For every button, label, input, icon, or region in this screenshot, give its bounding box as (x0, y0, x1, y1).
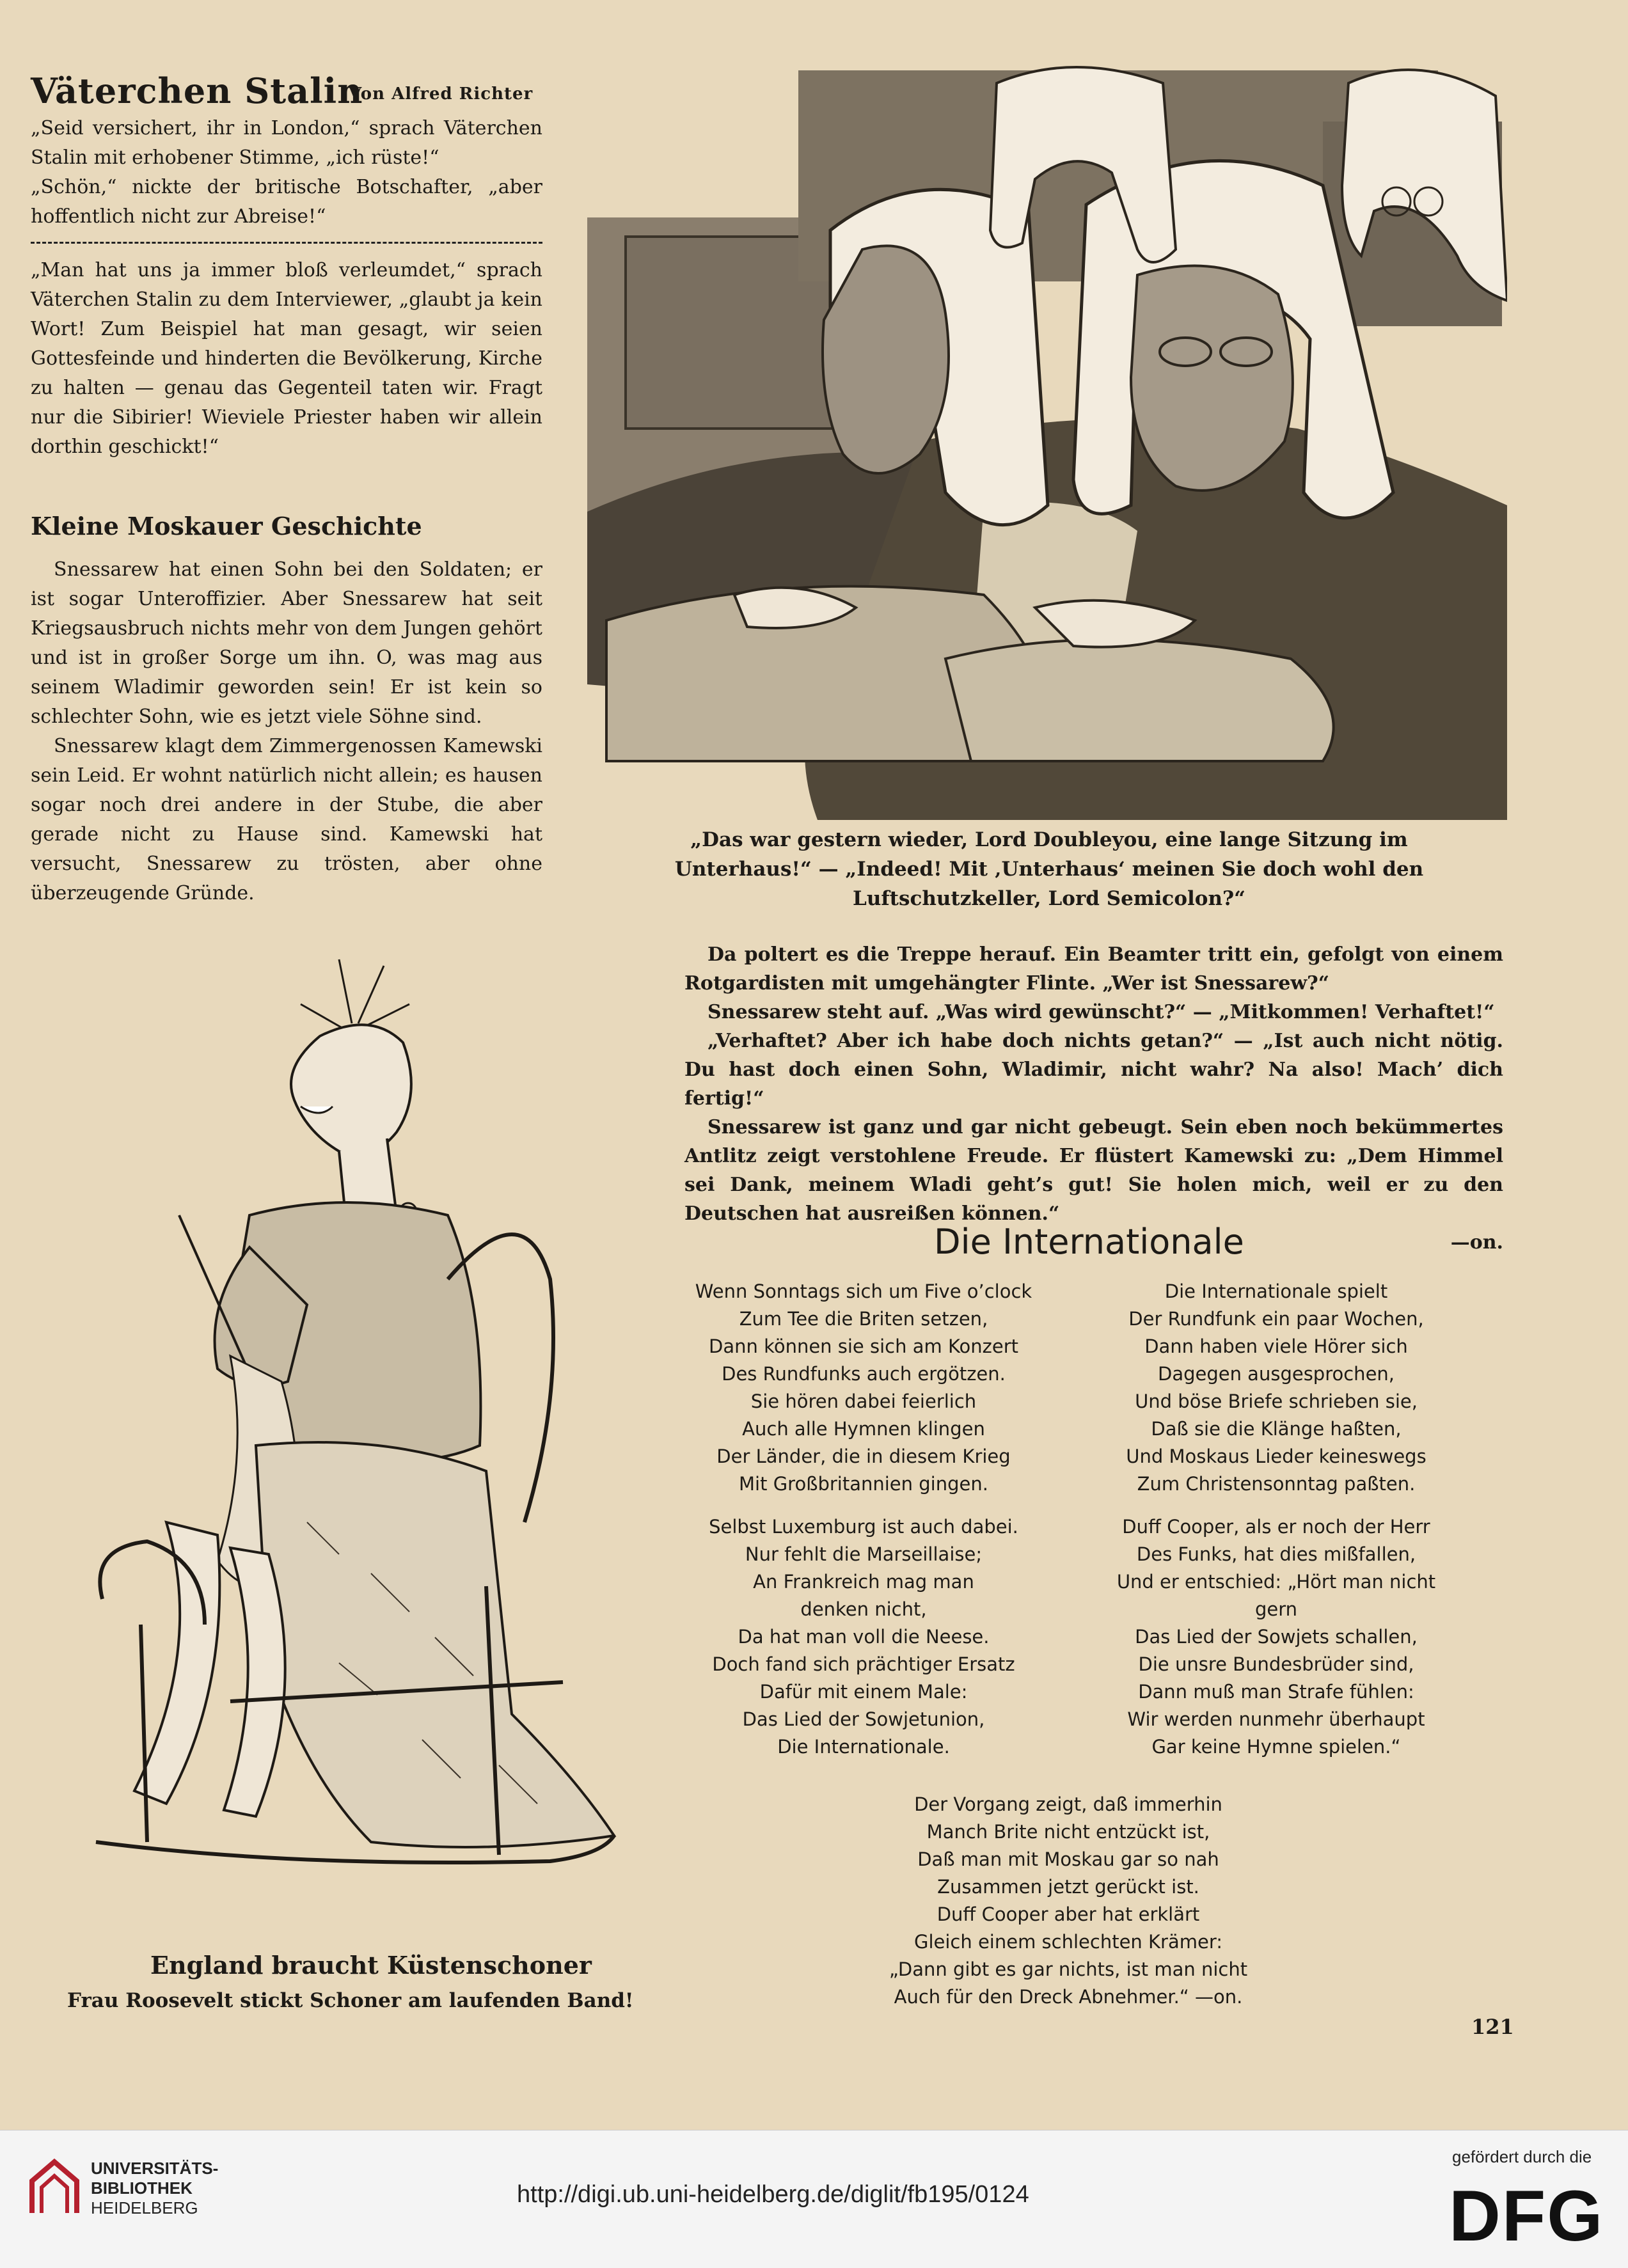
poem-stanza: Duff Cooper, als er noch der Herr Des Funks, hat dies mißfallen, Und er entschied: „Hört man nicht gern Das Lied der Sowjets schallen, Die unsre Bundesbrüder sind, Dann muß man Strafe fühlen: Wir werden nunmehr überhaupt Gar keine Hymne spielen.“ (1116, 1516, 1436, 1758)
article1-body-bottom (31, 256, 542, 462)
poem-stanza: Der Vorgang zeigt, daß immerhin Manch Brite nicht entzückt ist, Daß man mit Moskau gar so nah Zusammen jetzt gerückt ist. Duff Cooper aber hat erklärt Gleich einem schlechten Krämer: „Dann gibt es gar nichts, ist man nicht Auch für den Dreck Abnehmer.“ —on. (889, 1793, 1248, 2008)
cartoon-rocking-chair-title: England braucht Küstenschoner (150, 1951, 592, 1980)
article2-paragraph: Da poltert es die Treppe herauf. Ein Beamter tritt ein, gefolgt von einem Rotgardisten mit umgehängter Flinte. „Wer ist Snessarew?“ (684, 943, 1503, 995)
article2-paragraph: Snessarew steht auf. „Was wird gewünscht?“ — „Mitkommen! Verhaftet!“ (707, 1001, 1495, 1023)
library-line: BIBLIOTHEK (91, 2178, 193, 2198)
library-line: HEIDELBERG (91, 2198, 198, 2217)
page-number: 121 (1471, 2015, 1514, 2039)
article2-continuation (684, 940, 1503, 1257)
article2-body (31, 555, 542, 908)
poem-title: Die Internationale (934, 1222, 1244, 1262)
poem-left-column (684, 1278, 1043, 1776)
cartoon-judges-caption: „Das war gestern wieder, Lord Doubleyou, eine lange Sitzung im Unterhaus!“ — „Indeed! Mit ‚Unterhaus‘ meinen Sie doch wohl den Luftschutzkeller, Lord Semicolon?“ (674, 828, 1424, 910)
cartoon-rocking-chair-illustration (38, 947, 678, 1944)
article2-paragraph: Snessarew hat einen Sohn bei den Soldaten; er ist sogar Unteroffizier. Aber Snessarew hat seit Kriegsausbruch nichts mehr von dem Jungen gehört und ist in großer Sorge um ihn. O, was mag aus seinem Wladimir geworden sein! Er ist kein so schlechter Sohn, wie es jetzt viele Söhne sind. (31, 558, 542, 728)
poem-stanza: Selbst Luxemburg ist auch dabei. Nur fehlt die Marseillaise; An Frankreich mag man denken nicht, Da hat man voll die Neese. Doch fand sich prächtiger Ersatz Dafür mit einem Male: Das Lied der Sowjetunion, Die Internationale. (709, 1516, 1018, 1758)
poem-stanza: Wenn Sonntags sich um Five o’clock Zum Tee die Briten setzen, Dann können sie sich am Konzert Des Rundfunks auch ergötzen. Sie hören dabei feierlich Auch alle Hymnen klingen Der Länder, die in diesem Krieg Mit Großbritannien gingen. (695, 1280, 1032, 1495)
cartoon-judges-illustration (587, 45, 1507, 820)
article2-paragraph: Snessarew ist ganz und gar nicht gebeugt. Sein eben noch bekümmertes Antlitz zeigt verstohlene Freude. Er flüstert Kamewski zu: „Dem Himmel sei Dank, meinem Wladi geht’s gut! Sie holen mich, weil er zu den Deutschen hat ausreißen können.“ (684, 1116, 1503, 1225)
article-byline: Von Alfred Richter (349, 84, 533, 104)
article2-paragraph: „Verhaftet? Aber ich habe doch nichts getan?“ — „Ist auch nicht nötig. Du hast doch einen Sohn, Wladimir, nicht wahr? Na also! Mach’ dich fertig!“ (684, 1030, 1503, 1110)
dashed-divider (31, 242, 542, 244)
university-library-name (91, 2159, 218, 2218)
article2-signature: —on. (1450, 1231, 1503, 1254)
article1-paragraph: „Man hat uns ja immer bloß verleumdet,“ sprach Väterchen Stalin zu dem Interviewer, „glaubt ja kein Wort! Zum Beispiel hat man gesagt, wir seien Gottesfeinde und hinderten die Bevölkerung, Kirche zu halten — genau das Gegenteil taten wir. Fragt nur die Sibirier! Wieviele Priester haben wir allein dorthin geschickt!“ (31, 259, 542, 458)
article-title: Väterchen Stalin (31, 70, 363, 111)
poem-stanza: Die Internationale spielt Der Rundfunk ein paar Wochen, Dann haben viele Hörer sich Dagegen ausgesprochen, Und böse Briefe schrieben sie, Daß sie die Klänge haßten, Und Moskaus Lieder keineswegs Zum Christensonntag paßten. (1126, 1280, 1426, 1495)
library-line: UNIVERSITÄTS- (91, 2159, 219, 2178)
article1-body-top (31, 114, 542, 232)
cartoon-rocking-chair-caption: Frau Roosevelt stickt Schoner am laufenden Band! (67, 1989, 634, 2012)
article2-title: Kleine Moskauer Geschichte (31, 512, 422, 540)
poem-final-stanza (857, 1791, 1279, 2026)
poem-right-column (1091, 1278, 1462, 1776)
article2-paragraph: Snessarew klagt dem Zimmergenossen Kamewski sein Leid. Er wohnt natürlich nicht allein; es hausen sogar noch drei andere in der Stube, die aber gerade nicht zu Hause sind. Kamewski hat versucht, Snessarew zu trösten, aber ohne überzeugende Gründe. (31, 735, 542, 904)
university-library-logo-icon (26, 2155, 83, 2219)
article1-paragraph: „Seid versichert, ihr in London,“ sprach Väterchen Stalin mit erhobener Stimme, „ich rüste!“ (31, 117, 542, 169)
article1-paragraph: „Schön,“ nickte der britische Botschafter, „aber hoffentlich nicht zur Abreise!“ (31, 176, 542, 228)
dfg-logo: DFG (1449, 2176, 1604, 2256)
funding-note: gefördert durch die (1452, 2147, 1592, 2166)
source-url-link[interactable]: http://digi.ub.uni-heidelberg.de/diglit/fb195/0124 (517, 2181, 1029, 2208)
